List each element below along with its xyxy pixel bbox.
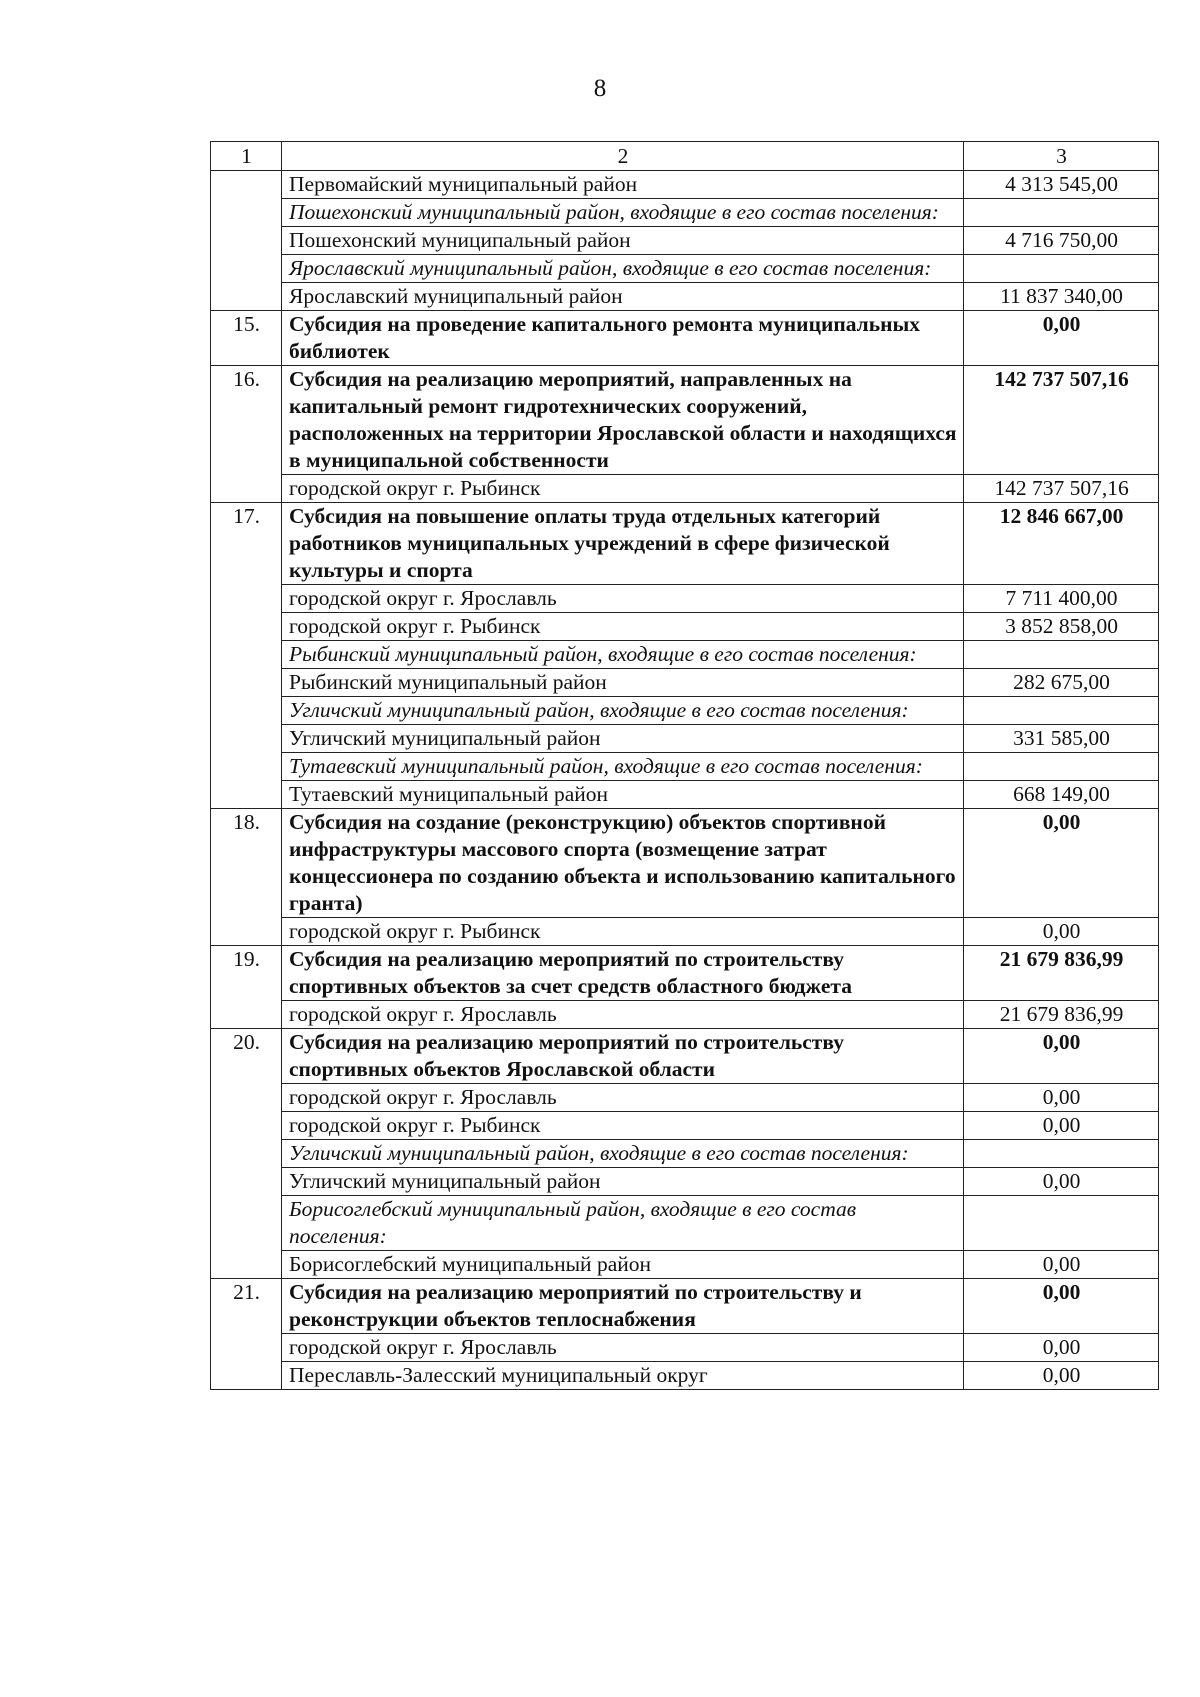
amount-cell: 0,00	[964, 1168, 1159, 1196]
amount-cell: 0,00	[964, 1334, 1159, 1362]
district-group-row	[211, 1140, 1159, 1168]
column-header-name: 2	[282, 142, 964, 171]
recipient-row	[211, 1334, 1159, 1362]
item-name-cell: городской округ г. Рыбинск	[282, 1112, 964, 1140]
amount-cell: 331 585,00	[964, 725, 1159, 753]
item-name-cell: Ярославский муниципальный район	[282, 283, 964, 311]
item-name-cell: городской округ г. Ярославль	[282, 585, 964, 613]
row-number-cell: 19.	[211, 946, 282, 1029]
recipient-row	[211, 669, 1159, 697]
recipient-row	[211, 1168, 1159, 1196]
amount-cell	[964, 1140, 1159, 1168]
district-group-row	[211, 255, 1159, 283]
district-group-row	[211, 753, 1159, 781]
amount-cell: 3 852 858,00	[964, 613, 1159, 641]
amount-cell: 21 679 836,99	[964, 946, 1159, 1001]
recipient-row	[211, 585, 1159, 613]
item-name-cell: Субсидия на создание (реконструкцию) объектов спортивной инфраструктуры массового спорта (возмещение затрат концессионера по созданию объекта и использованию капитального гранта)	[282, 809, 964, 918]
amount-cell: 4 716 750,00	[964, 227, 1159, 255]
amount-cell: 11 837 340,00	[964, 283, 1159, 311]
row-number-cell: 21.	[211, 1279, 282, 1390]
item-name-cell: Первомайский муниципальный район	[282, 171, 964, 199]
column-header-amount: 3	[964, 142, 1159, 171]
item-name-cell: Пошехонский муниципальный район, входящие в его состав поселения:	[282, 199, 964, 227]
recipient-row	[211, 1112, 1159, 1140]
amount-cell	[964, 753, 1159, 781]
row-number-cell: 15.	[211, 311, 282, 366]
subsidy-heading-row	[211, 366, 1159, 475]
table-header-row	[211, 142, 1159, 171]
recipient-row	[211, 918, 1159, 946]
subsidy-heading-row	[211, 311, 1159, 366]
item-name-cell: городской округ г. Рыбинск	[282, 613, 964, 641]
column-header-number: 1	[211, 142, 282, 171]
amount-cell	[964, 697, 1159, 725]
district-group-row	[211, 1196, 1159, 1251]
amount-cell: 0,00	[964, 918, 1159, 946]
item-name-cell: городской округ г. Рыбинск	[282, 918, 964, 946]
page-number: 8	[593, 75, 607, 102]
recipient-row	[211, 171, 1159, 199]
item-name-cell: Рыбинский муниципальный район, входящие в его состав поселения:	[282, 641, 964, 669]
item-name-cell: Субсидия на проведение капитального ремонта муниципальных библиотек	[282, 311, 964, 366]
item-name-cell: Пошехонский муниципальный район	[282, 227, 964, 255]
subsidy-heading-row	[211, 1279, 1159, 1334]
row-number-cell: 16.	[211, 366, 282, 503]
amount-cell	[964, 641, 1159, 669]
recipient-row	[211, 725, 1159, 753]
item-name-cell: Субсидия на реализацию мероприятий по строительству спортивных объектов за счет средств областного бюджета	[282, 946, 964, 1001]
item-name-cell: Угличский муниципальный район, входящие в его состав поселения:	[282, 1140, 964, 1168]
recipient-row	[211, 1251, 1159, 1279]
subsidy-heading-row	[211, 946, 1159, 1001]
amount-cell: 0,00	[964, 1251, 1159, 1279]
amount-cell: 21 679 836,99	[964, 1001, 1159, 1029]
item-name-cell: Борисоглебский муниципальный район	[282, 1251, 964, 1279]
row-number-cell	[211, 171, 282, 311]
item-name-cell: городской округ г. Рыбинск	[282, 475, 964, 503]
amount-cell: 0,00	[964, 311, 1159, 366]
recipient-row	[211, 1084, 1159, 1112]
table-body	[211, 142, 1159, 1390]
item-name-cell: Тутаевский муниципальный район, входящие в его состав поселения:	[282, 753, 964, 781]
amount-cell: 0,00	[964, 1362, 1159, 1390]
item-name-cell: Переславль-Залесский муниципальный округ	[282, 1362, 964, 1390]
item-name-cell: городской округ г. Ярославль	[282, 1001, 964, 1029]
subsidy-heading-row	[211, 1029, 1159, 1084]
item-name-cell: Угличский муниципальный район	[282, 1168, 964, 1196]
item-name-cell: Рыбинский муниципальный район	[282, 669, 964, 697]
item-name-cell: Ярославский муниципальный район, входящие в его состав поселения:	[282, 255, 964, 283]
item-name-cell: городской округ г. Ярославль	[282, 1084, 964, 1112]
item-name-cell: Угличский муниципальный район, входящие в его состав поселения:	[282, 697, 964, 725]
row-number-cell: 20.	[211, 1029, 282, 1279]
district-group-row	[211, 641, 1159, 669]
recipient-row	[211, 781, 1159, 809]
subsidy-heading-row	[211, 809, 1159, 918]
amount-cell	[964, 199, 1159, 227]
recipient-row	[211, 475, 1159, 503]
recipient-row	[211, 227, 1159, 255]
item-name-cell: Субсидия на реализацию мероприятий, направленных на капитальный ремонт гидротехнических сооружений, расположенных на территории Ярославской области и находящихся в муниципальной собственности	[282, 366, 964, 475]
amount-cell	[964, 1196, 1159, 1251]
item-name-cell: Субсидия на повышение оплаты труда отдельных категорий работников муниципальных учреждений в сфере физической культуры и спорта	[282, 503, 964, 585]
amount-cell: 142 737 507,16	[964, 475, 1159, 503]
item-name-cell: Тутаевский муниципальный район	[282, 781, 964, 809]
district-group-row	[211, 697, 1159, 725]
amount-cell: 668 149,00	[964, 781, 1159, 809]
recipient-row	[211, 613, 1159, 641]
item-name-cell: Субсидия на реализацию мероприятий по строительству и реконструкции объектов теплоснабжения	[282, 1279, 964, 1334]
row-number-cell: 18.	[211, 809, 282, 946]
amount-cell: 0,00	[964, 809, 1159, 918]
item-name-cell: Борисоглебский муниципальный район, входящие в его состав поселения:	[282, 1196, 964, 1251]
amount-cell	[964, 255, 1159, 283]
amount-cell: 0,00	[964, 1029, 1159, 1084]
recipient-row	[211, 283, 1159, 311]
item-name-cell: городской округ г. Ярославль	[282, 1334, 964, 1362]
amount-cell: 0,00	[964, 1084, 1159, 1112]
subsidy-distribution-table	[210, 141, 1159, 1390]
amount-cell: 0,00	[964, 1112, 1159, 1140]
recipient-row	[211, 1001, 1159, 1029]
subsidy-heading-row	[211, 503, 1159, 585]
amount-cell: 7 711 400,00	[964, 585, 1159, 613]
amount-cell: 142 737 507,16	[964, 366, 1159, 475]
amount-cell: 4 313 545,00	[964, 171, 1159, 199]
row-number-cell: 17.	[211, 503, 282, 809]
item-name-cell: Угличский муниципальный район	[282, 725, 964, 753]
item-name-cell: Субсидия на реализацию мероприятий по строительству спортивных объектов Ярославской области	[282, 1029, 964, 1084]
recipient-row	[211, 1362, 1159, 1390]
amount-cell: 0,00	[964, 1279, 1159, 1334]
district-group-row	[211, 199, 1159, 227]
amount-cell: 12 846 667,00	[964, 503, 1159, 585]
amount-cell: 282 675,00	[964, 669, 1159, 697]
